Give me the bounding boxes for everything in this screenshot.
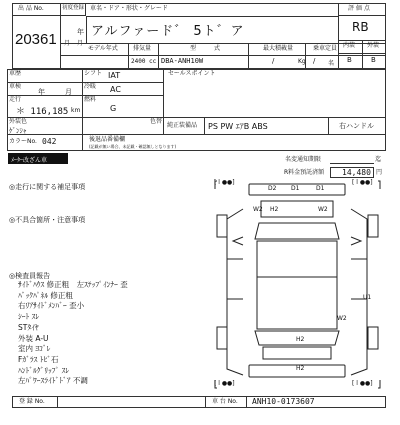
diagram-corner-bl: [ l ●●]	[214, 380, 235, 387]
max-load-slash: /	[272, 57, 275, 65]
car-name-label: 車名・ドア・形状・グレード	[90, 5, 168, 12]
exterior: B	[371, 56, 376, 64]
report-line: ﾊﾝﾄﾞﾙｸﾞﾘｯﾌﾟ ｽﾚ	[18, 365, 70, 375]
windshield	[255, 223, 339, 239]
displacement-label: 排気量	[133, 45, 152, 52]
mirror-right	[351, 237, 361, 245]
damage-mark: H2	[296, 365, 305, 372]
mileage-label: 走行	[9, 96, 22, 103]
recycle-fee-unit: 円	[376, 169, 383, 176]
score: RB	[352, 20, 369, 34]
title-expiry-label: 名変通知期限	[285, 156, 322, 163]
diagram-corner-tr: [ l ●●]	[352, 179, 373, 186]
displacement: 2400 cc	[131, 58, 157, 65]
first-reg-month-label: 月	[64, 40, 71, 47]
bracket-br	[378, 380, 380, 388]
model-year-label: モデル年式	[88, 45, 118, 52]
inspection-month: 月	[65, 88, 72, 96]
specs-col-rule-2	[163, 69, 164, 117]
color-no-label: カラーNo.	[9, 138, 37, 145]
footer-rule-1	[57, 396, 58, 408]
max-load-unit: Kg	[298, 58, 306, 65]
capacity-rule	[305, 43, 306, 69]
capacity-label: 乗車定員	[313, 45, 338, 52]
report-line: Fｶﾞﾗｽ ﾄﾋﾞ石	[18, 354, 59, 364]
damage-mark: W2	[337, 315, 347, 322]
car-name-top-rule	[86, 16, 338, 17]
mirror-left	[233, 237, 243, 245]
report-line: STﾀｲﾔ	[18, 322, 39, 332]
wheel-rr	[368, 327, 378, 349]
inspector-report-lines	[18, 280, 213, 387]
footer-rule-2	[205, 396, 206, 408]
wheel-rl	[217, 327, 227, 349]
damage-mark: W2	[253, 206, 263, 213]
reg-no-label: 登 録 No.	[19, 398, 45, 405]
inspection-year: 年	[38, 88, 45, 96]
model-label: 型 式	[190, 45, 221, 52]
shift: IAT	[108, 71, 121, 80]
ac-label: 冷暖	[84, 83, 97, 90]
color-history-label: 車歴	[9, 70, 22, 77]
exterior-label: 外装	[367, 42, 380, 49]
recycle-fee-label: R料金預託済額	[284, 169, 325, 176]
report-line: 右ﾘｱｻｲﾄﾞﾒﾝﾊﾞｰ 歪小	[18, 301, 85, 311]
first-reg-month: 月	[77, 40, 84, 47]
report-line: 室内 ﾖｺﾞﾚ	[18, 344, 51, 354]
car-name-left-rule	[86, 16, 87, 43]
wheel-fr	[368, 215, 378, 237]
model-rule	[158, 43, 159, 69]
equipment-label: 純正装備品	[167, 122, 198, 129]
specs-row-rule-4	[7, 134, 386, 135]
max-load-rule	[248, 43, 249, 69]
recycle-fee: 14,480	[342, 168, 371, 177]
first-reg-label: 初度登録	[62, 5, 85, 11]
model: DBA-ANH10W	[161, 57, 204, 65]
max-load-label: 最大積載量	[263, 45, 294, 52]
chassis-label: 車 台 No.	[212, 398, 238, 405]
score-sub-rule2	[338, 53, 386, 54]
recycle-note: (記載が無い場合、未記載・確認無しとなります)	[89, 144, 177, 149]
interior: B	[347, 56, 352, 64]
damage-mark: U1	[363, 294, 372, 301]
displacement-rule	[128, 43, 129, 69]
diagram-corner-tl: [ l ●●]	[214, 179, 235, 186]
footer-rule-3	[246, 396, 247, 408]
mileage-unit: km	[71, 107, 81, 114]
report-line: ｼｰﾄ ｽﾚ	[18, 312, 40, 322]
roof	[257, 241, 337, 329]
capacity-unit: 名	[328, 60, 335, 67]
equipment: PS PW ｴｱB ABS	[208, 122, 268, 131]
malfunction-label: ◎不具合箇所・注意事項	[9, 216, 86, 224]
footer-table	[12, 396, 386, 408]
meter-label: ﾒｰﾀｰ改ざん車	[11, 157, 48, 164]
wheel-fl	[217, 215, 227, 237]
score-label: 評 価 点	[348, 5, 370, 12]
diagram-corner-br: [ l ●●]	[352, 380, 373, 387]
report-line: 左ﾊﾟﾜｰｽﾗｲﾄﾞﾄﾞｱ 不調	[18, 376, 88, 386]
car-name: アルファード゛ 5ト゛ア	[91, 24, 245, 39]
first-reg-year-label: 年	[77, 28, 84, 36]
interior-label: 内装	[343, 42, 356, 49]
damage-mark: H2	[270, 206, 279, 213]
rear-gate	[263, 347, 331, 359]
car-damage-diagram	[213, 179, 382, 390]
color-change-label: 色替	[150, 118, 163, 125]
equipment-value-rule	[204, 117, 205, 134]
score-sub-mid	[362, 40, 363, 69]
inspector-report-label: ◎検査員報告	[9, 272, 51, 280]
ac: AC	[110, 85, 121, 94]
chassis-no: ANH10-0173607	[252, 397, 315, 406]
specs-row-rule-3	[7, 117, 386, 118]
driving-notes-label: ◎走行に関する補足事項	[9, 183, 86, 191]
equipment-rule	[163, 117, 164, 134]
handle-rule	[328, 117, 329, 134]
mileage: ＊ 116,185	[16, 107, 69, 117]
sales-point-label: セールスポイント	[168, 70, 216, 77]
exterior-color-label: 外装色	[9, 118, 28, 125]
color-no: 042	[42, 137, 57, 146]
exhibit-no-label: 出 品 No.	[18, 5, 44, 12]
fuel-label: 燃料	[84, 96, 97, 103]
fuel: G	[110, 104, 117, 113]
left-side	[227, 209, 243, 375]
damage-mark: W2	[318, 206, 328, 213]
damage-mark: D1	[291, 185, 300, 192]
recycle-label: 後退品番備欄	[89, 136, 126, 143]
exhibit-no: 20361	[15, 31, 57, 48]
report-line: ﾊﾞｯｸﾊﾟﾈﾙ 修正粗	[18, 290, 73, 300]
report-line: 外装 A-U	[18, 333, 49, 343]
title-expiry-line	[330, 155, 374, 164]
handle: 右ハンドル	[339, 122, 374, 130]
report-line: ｻｲﾄﾞﾊｳｽ 修正粗 左ｽﾃｯﾌﾟｲﾝﾅｰ 歪	[18, 280, 128, 289]
title-expiry-unit: 迄	[375, 156, 382, 163]
damage-mark: H2	[296, 336, 305, 343]
bracket-tr	[378, 181, 380, 189]
damage-mark: D1	[316, 185, 325, 192]
shift-label: シフト	[84, 70, 103, 77]
damage-mark: D2	[268, 185, 277, 192]
capacity-slash: /	[313, 57, 316, 65]
exterior-color: ｹﾞﾝｼｬ	[9, 127, 27, 135]
right-side	[351, 209, 367, 375]
inspection-label: 車検	[9, 83, 22, 90]
